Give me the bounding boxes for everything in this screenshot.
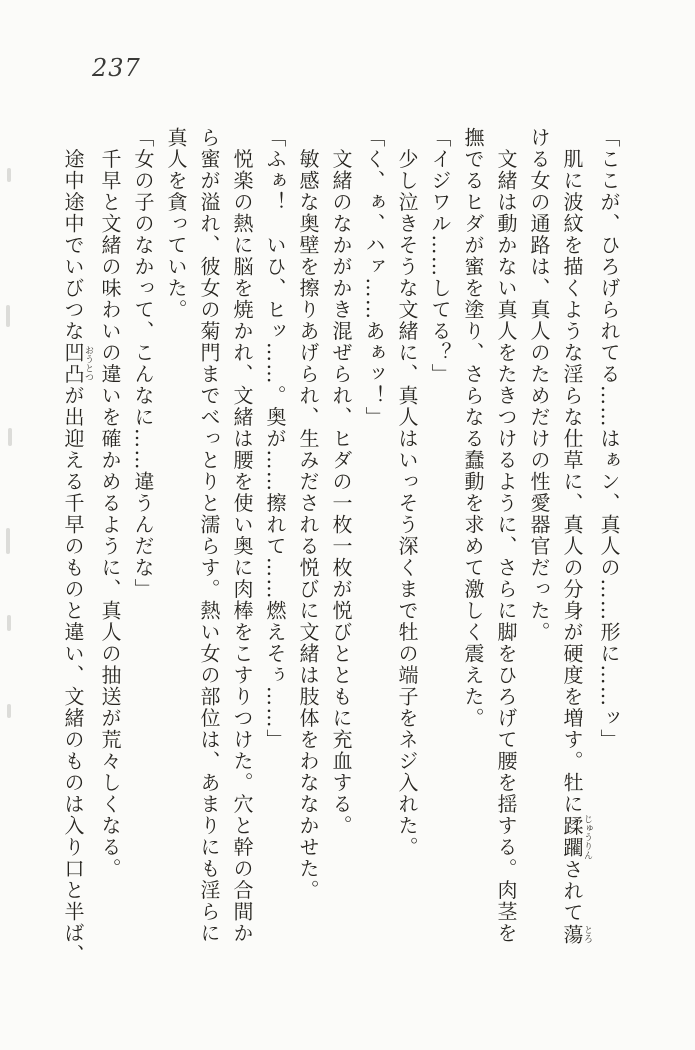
scan-artifact <box>8 428 12 446</box>
text-column: 「イジワル……してる？」 <box>428 127 452 385</box>
scan-artifact <box>6 305 10 327</box>
text-column: 「ふぁ！ いひ、ヒッ……。奥が……擦れて……燃えそぅ……」 <box>263 127 287 751</box>
text-column: 少し泣きそうな文緒に、真人はいっそう深くまで牡の端子をネジ入れた。 <box>395 127 419 858</box>
text-column: 「ここが、ひろげられてる……はぁン、真人の……形に……ッ」 <box>597 127 621 751</box>
text-column: 「女の子のなかって、こんなに……違うんだな」 <box>131 127 155 600</box>
text-column: 文緒は動かない真人をたきつけるように、さらに脚をひろげて腰を揺する。肉茎を <box>494 127 518 944</box>
page-number: 237 <box>92 54 141 82</box>
text-column: 文緒のなかがかき混ぜられ、ヒダの一枚一枚が悦びとともに充血する。 <box>329 127 353 837</box>
page-text <box>61 127 625 966</box>
scan-artifact <box>7 615 11 631</box>
text-column: 途中途中でいびつな凹凸おうとつが出迎える千早のものと違い、文緒のものは入り口と半ば、 <box>61 127 93 966</box>
text-column: ら蜜が溢れ、彼女の菊門までべっとりと濡らす。熱い女の部位は、あまりにも淫らに <box>197 127 221 944</box>
text-column: 千早と文緒の味わいの違いを確かめるように、真人の抽送が荒々しくなる。 <box>98 127 122 880</box>
furigana-term: 蕩とろ <box>560 923 592 945</box>
text-column: 「く、ぁ、ハァ……あぁッ！」 <box>362 127 386 428</box>
scan-artifact <box>6 528 10 554</box>
scan-artifact <box>7 168 11 182</box>
text-column: 敏感な奥壁を擦りあげられ、生みだされる悦びに文緒は肢体をわななかせた。 <box>296 127 320 901</box>
scan-artifact <box>7 704 11 718</box>
furigana-term: 蹂躙じゅうりん <box>560 814 592 860</box>
text-column: 悦楽の熱に脳を焼かれ、文緒は腰を使い奥に肉棒をこすりつけた。穴と幹の合間か <box>230 127 254 944</box>
text-column: 肌に波紋を描くような淫らな仕草に、真人の分身が硬度を増す。牡に蹂躙じゅうりんされて蕩とろ <box>560 127 592 945</box>
text-column: ける女の通路は、真人のためだけの性愛器官だった。 <box>527 127 551 643</box>
text-column: 真人を貪っていた。 <box>164 127 188 321</box>
text-column: 撫でるヒダが蜜を塗り、さらなる蠢動を求めて激しく震えた。 <box>461 127 485 729</box>
furigana-term: 凹凸おうとつ <box>61 342 93 385</box>
